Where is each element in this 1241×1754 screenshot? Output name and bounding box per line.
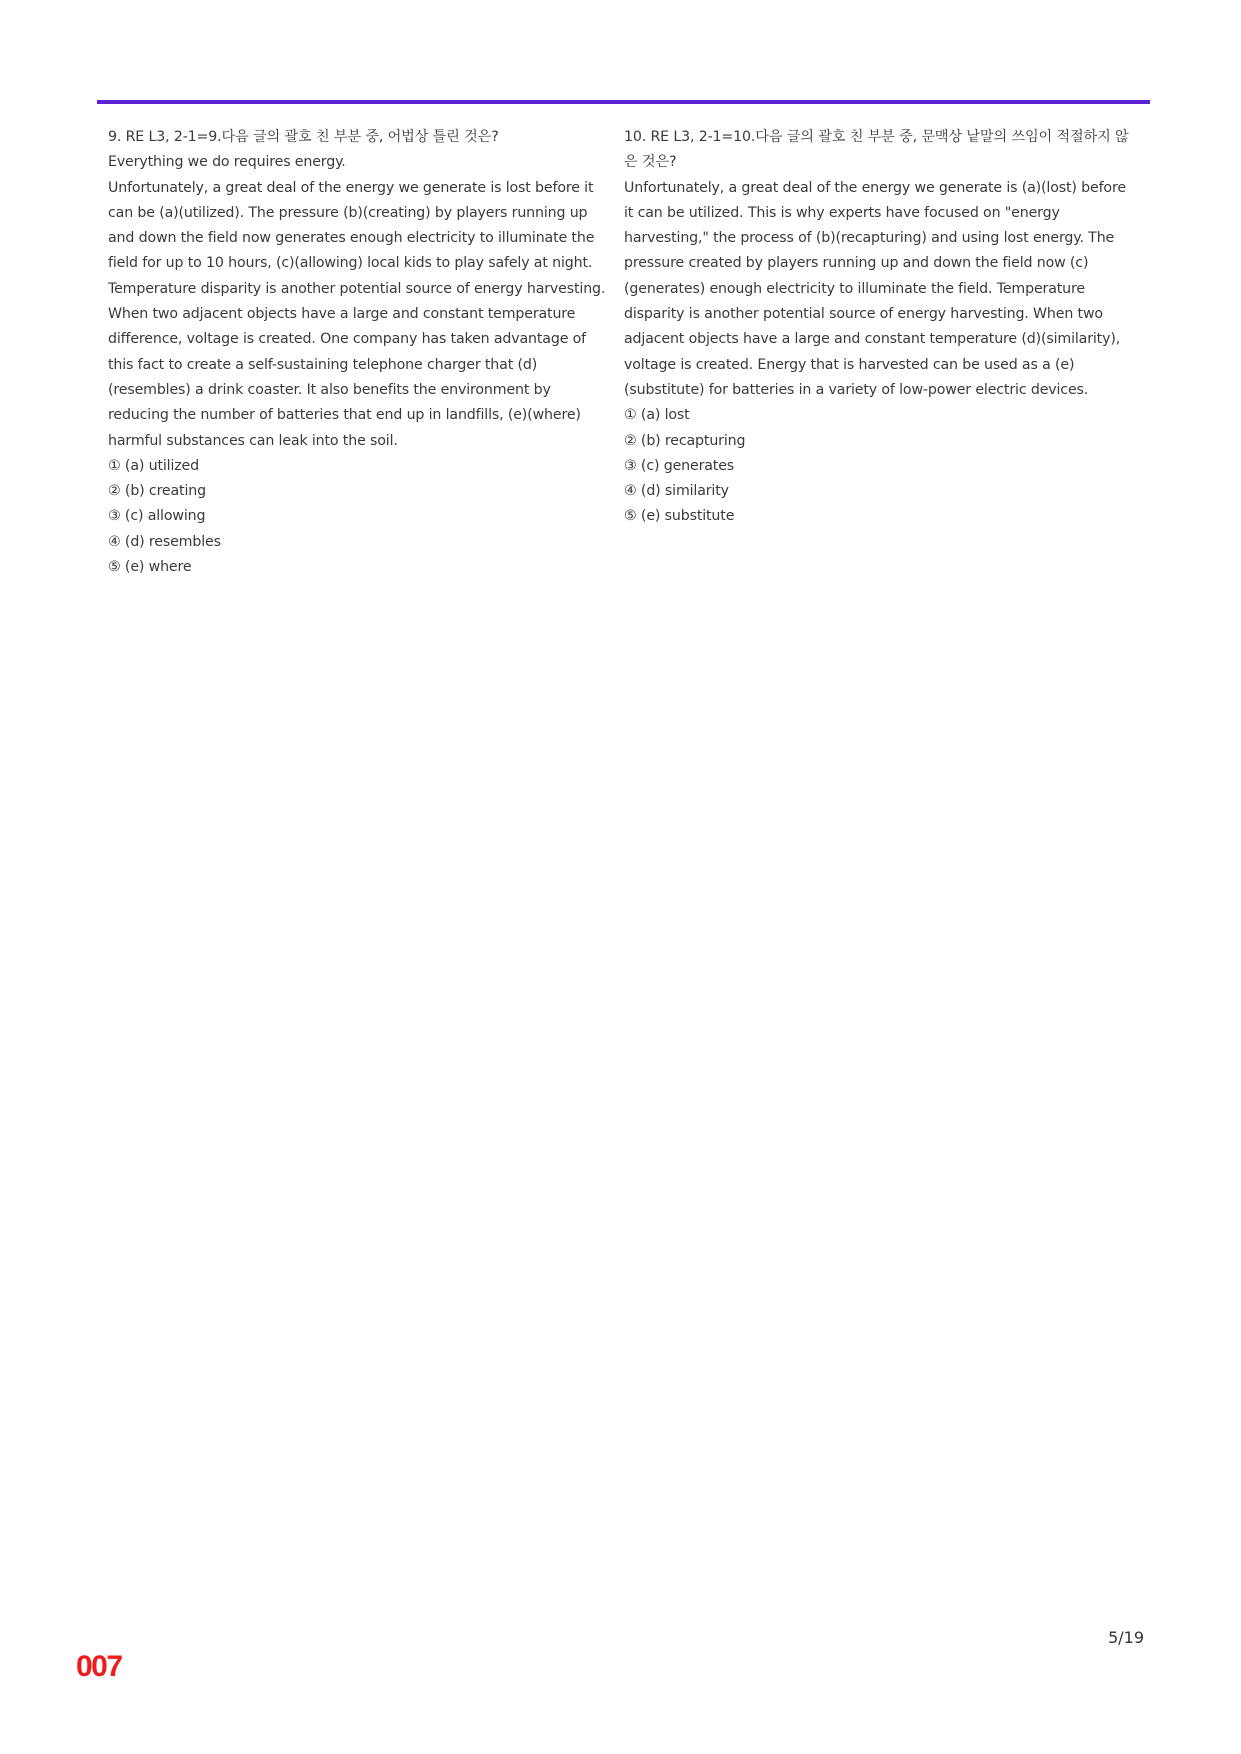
answer-choice-1: ① (a) lost — [624, 407, 690, 424]
answer-choice-4: ④ (d) similarity — [624, 483, 729, 500]
answer-choice-4: ④ (d) resembles — [108, 533, 221, 550]
page-number: 5/19 — [1108, 1628, 1144, 1647]
answer-choice-5: ⑤ (e) where — [108, 559, 192, 576]
passage-text: Unfortunately, a great deal of the energy we generate is lost before it can be (a)(utilized). The pressure (b)(creating) by players running up and down the field now generates enough electricity to illuminate the field for up to 10 hours, (c)(allowing) local kids to play safely at night. Temperature disparity is another potential source of energy harvesting. When two adjacent objects have a large and constant temperature difference, voltage is created. One company has taken advantage of this fact to create a self-sustaining telephone charger that (d)(resembles) a drink coaster. It also benefits the environment by reducing the number of batteries that end up in landfills, (e)(where) harmful substances can leak into the soil. — [108, 179, 606, 449]
question-9 — [108, 125, 613, 580]
answer-choice-3: ③ (c) generates — [624, 457, 735, 474]
answer-choice-5: ⑤ (e) substitute — [624, 508, 735, 525]
passage-intro: Everything we do requires energy. — [108, 154, 346, 171]
question-10 — [624, 125, 1129, 530]
answer-choice-2: ② (b) recapturing — [624, 432, 746, 449]
answer-choices — [108, 454, 613, 580]
question-header: 9. RE L3, 2-1=9.다음 글의 괄호 친 부분 중, 어법상 틀린 것은? — [108, 129, 499, 145]
header-divider — [97, 100, 1150, 104]
answer-choice-3: ③ (c) allowing — [108, 508, 206, 525]
brand-logo: 007 — [76, 1650, 122, 1683]
answer-choices — [624, 403, 1129, 529]
answer-choice-2: ② (b) creating — [108, 483, 206, 500]
passage-text: Unfortunately, a great deal of the energy we generate is (a)(lost) before it can be utilized. This is why experts have focused on "energy harvesting," the process of (b)(recapturing) and using lost energy. The pressure created by players running up and down the field now (c)(generates) enough electricity to illuminate the field. Temperature disparity is another potential source of energy harvesting. When two adjacent objects have a large and constant temperature (d)(similarity), voltage is created. Energy that is harvested can be used as a (e)(substitute) for batteries in a variety of low-power electric devices. — [624, 179, 1126, 398]
answer-choice-1: ① (a) utilized — [108, 457, 199, 474]
question-header: 10. RE L3, 2-1=10.다음 글의 괄호 친 부분 중, 문맥상 낱말의 쓰임이 적절하지 않은 것은? — [624, 129, 1129, 171]
